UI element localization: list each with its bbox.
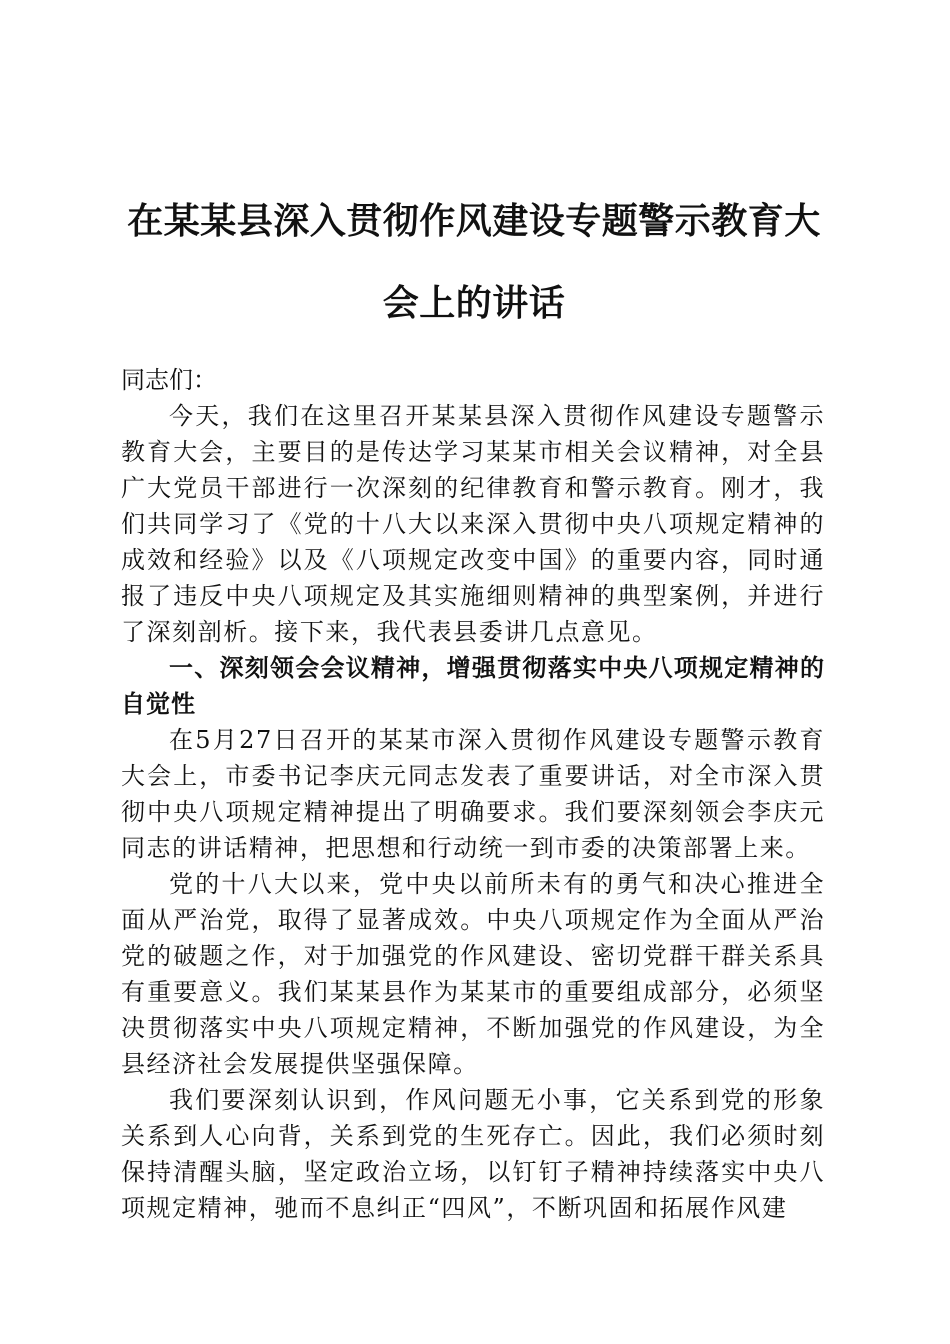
paragraph-intro: 今天，我们在这里召开某某县深入贯彻作风建设专题警示教育大会，主要目的是传达学习某某市相关会议精神，对全县广大党员干部进行一次深刻的纪律教育和警示教育。刚才，我们共同学习了《党的十八大以来深入贯彻中央八项规定精神的成效和经验》以及《八项规定改变中国》的重要内容，同时通报了违反中央八项规定及其实施细则精神的典型案例，并进行了深刻剖析。接下来，我代表县委讲几点意见。: [121, 402, 825, 646]
paragraph-style: 我们要深刻认识到，作风问题无小事，它关系到党的形象关系到人心向背，关系到党的生死存亡。因此，我们必须时刻保持清醒头脑，坚定政治立场，以钉钉子精神持续落实中央八项规定精神，驰而不息纠正“四风”，不断巩固和拓展作风建: [121, 1086, 825, 1222]
salutation: 同志们：: [121, 366, 217, 394]
section-heading: 一、深刻领会会议精神，增强贯彻落实中央八项规定精神的自觉性: [121, 653, 825, 718]
document-body: [121, 362, 825, 1226]
paragraph-meeting: 在5月27日召开的某某市深入贯彻作风建设专题警示教育大会上，市委书记李庆元同志发表了重要讲话，对全市深入贯彻中央八项规定精神提出了明确要求。我们要深刻领会李庆元同志的讲话精神，把思想和行动统一到市委的决策部署上来。: [121, 726, 825, 862]
paragraph-party: 党的十八大以来，党中央以前所未有的勇气和决心推进全面从严治党，取得了显著成效。中央八项规定作为全面从严治党的破题之作，对于加强党的作风建设、密切党群干群关系具有重要意义。我们某某县作为某某市的重要组成部分，必须坚决贯彻落实中央八项规定精神，不断加强党的作风建设，为全县经济社会发展提供坚强保障。: [121, 870, 825, 1078]
document-title: 在某某县深入贯彻作风建设专题警示教育大会上的讲话: [127, 200, 821, 324]
